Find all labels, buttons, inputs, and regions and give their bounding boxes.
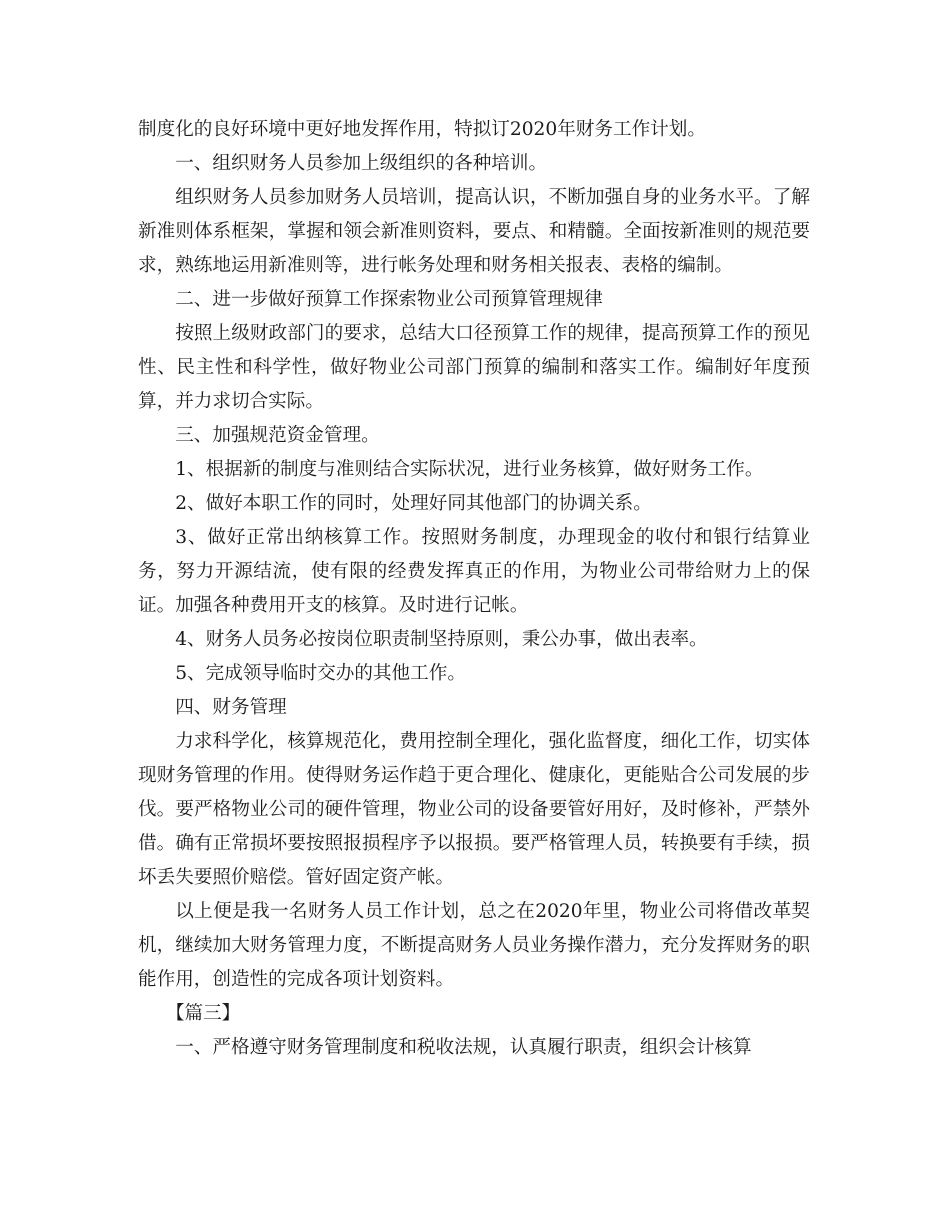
list-item-4: 4、财务人员务必按岗位职责制坚持原则，秉公办事，做出表率。 <box>175 629 708 650</box>
section-heading-2: 二、进一步做好预算工作探索物业公司预算管理规律 <box>175 289 603 310</box>
list-item-2: 2、做好本职工作的同时，处理好同其他部门的协调关系。 <box>175 493 652 514</box>
paragraph-budget: 按照上级财政部门的要求，总结大口径预算工作的规律，提高预算工作的预见性、民主性和科学性，做好物业公司部门预算的编制和落实工作。编制好年度预算，并力求切合实际。 <box>138 323 810 412</box>
section-heading-1: 一、组织财务人员参加上级组织的各种培训。 <box>175 153 548 174</box>
paragraph-summary: 以上便是我一名财务人员工作计划，总之在2020年里，物业公司将借改革契机，继续加大财务管理力度，不断提高财务人员业务操作潜力，充分发挥财务的职能作用，创造性的完成各项计划资料。 <box>138 901 810 990</box>
section-heading-4: 四、财务管理 <box>175 697 287 718</box>
section-heading-next: 一、严格遵守财务管理制度和税收法规，认真履行职责，组织会计核算 <box>175 1037 752 1058</box>
list-item-1: 1、根据新的制度与准则结合实际状况，进行业务核算，做好财务工作。 <box>175 459 764 480</box>
list-item-3: 3、做好正常出纳核算工作。按照财务制度，办理现金的收付和银行结算业务，努力开源结流，使有限的经费发挥真正的作用，为物业公司带给财力上的保证。加强各种费用开支的核算。及时进行记帐。 <box>138 527 810 616</box>
chapter-heading: 【篇三】 <box>165 1003 241 1024</box>
paragraph-management: 力求科学化，核算规范化，费用控制全理化，强化监督度，细化工作，切实体现财务管理的作用。使得财务运作趋于更合理化、健康化，更能贴合公司发展的步伐。要严格物业公司的硬件管理，物业公司的设备要管好用好，及时修补，严禁外借。确有正常损坏要按照报损程序予以报损。要严格管理人员，转换要有手续，损坏丢失要照价赔偿。管好固定资产帐。 <box>138 731 810 888</box>
section-heading-3: 三、加强规范资金管理。 <box>175 425 380 446</box>
paragraph-continuation: 制度化的良好环境中更好地发挥作用，特拟订2020年财务工作计划。 <box>138 119 706 140</box>
paragraph-training: 组织财务人员参加财务人员培训，提高认识，不断加强自身的业务水平。了解新准则体系框架，掌握和领会新准则资料，要点、和精髓。全面按新准则的规范要求，熟练地运用新准则等，进行帐务处理和财务相关报表、表格的编制。 <box>138 187 810 276</box>
list-item-5: 5、完成领导临时交办的其他工作。 <box>175 663 466 684</box>
document-body <box>138 113 810 1065</box>
